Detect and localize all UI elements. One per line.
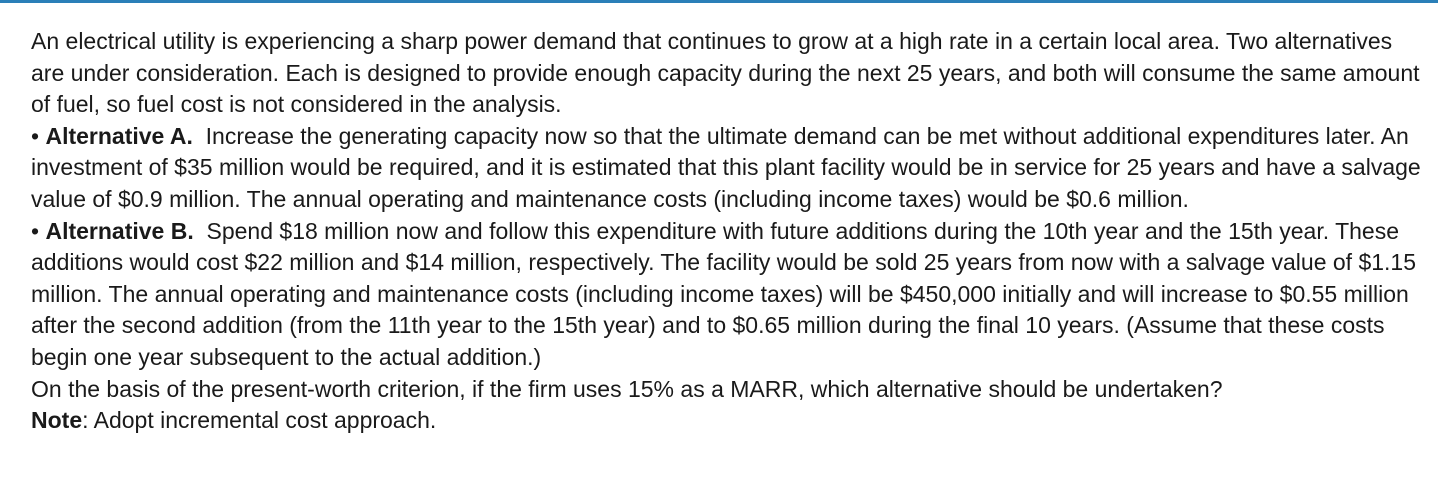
question-paragraph: On the basis of the present-worth criterion, if the firm uses 15% as a MARR, which alternative should be undertaken? — [31, 375, 1223, 402]
alternative-b — [31, 216, 1431, 374]
alternative-a — [31, 121, 1431, 216]
alternative-b-text: Spend $18 million now and follow this expenditure with future additions during the 10th year and the 15th year. These additions would cost $22 million and $14 million, respectively. The facility would be sold 25 years from now with a salvage value of $1.15 million. The annual operating and maintenance costs (including income taxes) will be $450,000 initially and will increase to $0.55 million after the second addition (from the 11th year to the 15th year) and to $0.65 million during the final 10 years. (Assume that these costs begin one year subsequent to the actual addition.) — [31, 217, 1417, 370]
alternative-b-label: Alternative B. — [45, 217, 194, 244]
bullet-glyph: • — [31, 217, 40, 244]
intro-paragraph: An electrical utility is experiencing a sharp power demand that continues to grow at a high rate in a certain local area. Two alternatives are under consideration. Each is designed to provide enough capacity during the next 25 years, and both will consume the same amount of fuel, so fuel cost is not considered in the analysis. — [31, 28, 1420, 118]
note-label: Note — [31, 407, 83, 434]
alternative-a-label: Alternative A. — [45, 122, 193, 149]
note-text: : Adopt incremental cost approach. — [82, 407, 437, 434]
top-accent-rule — [0, 0, 1438, 3]
bullet-glyph: • — [31, 122, 40, 149]
problem-statement — [31, 26, 1431, 437]
note-paragraph — [31, 405, 1431, 437]
alternative-a-text: Increase the generating capacity now so that the ultimate demand can be met without additional expenditures later. An investment of $35 million would be required, and it is estimated that this plant facility would be in service for 25 years and have a salvage value of $0.9 million. The annual operating and maintenance costs (including income taxes) would be $0.6 million. — [31, 122, 1421, 212]
